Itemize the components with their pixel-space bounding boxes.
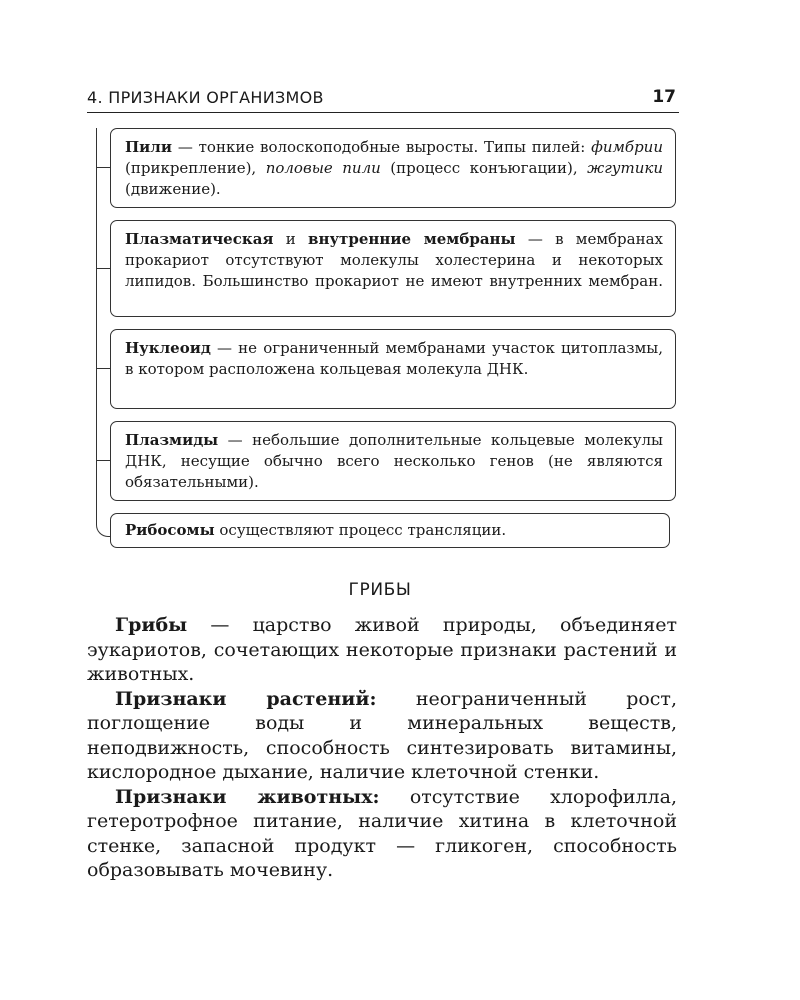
term-italic: половые пили — [265, 159, 381, 177]
section-title: ГРИБЫ — [348, 580, 412, 600]
term: Пили — [125, 138, 172, 156]
bracket-tick — [97, 460, 111, 461]
term: Плазматическая — [125, 230, 274, 248]
bracket-line — [96, 128, 111, 537]
term: Нуклеоид — [125, 339, 211, 357]
term: Признаки животных: — [115, 785, 380, 808]
term: Рибосомы — [125, 521, 215, 539]
term: Плазмиды — [125, 431, 219, 449]
definition-text: Пили — тонкие волоскоподобные выросты. Типы пилей: фимбрии (прикрепление), половые пили (процесс конъюгации), жгутики (движение). — [125, 138, 663, 198]
definition-box-ribosomes — [110, 513, 670, 548]
bracket-tick — [97, 368, 111, 369]
term: внутренние мембраны — [308, 230, 516, 248]
definition-text: Рибосомы осуществляют процесс трансляции. — [125, 521, 507, 539]
definition-box-membranes — [110, 220, 676, 317]
paragraph-fungi: Грибы — царство живой природы, объединяет эукариотов, сочетающих некоторые признаки растений и животных. — [87, 614, 677, 685]
term-italic: фимбрии — [591, 138, 663, 156]
definition-box-plasmids — [110, 421, 676, 501]
definition-text: Плазмиды — небольшие дополнительные кольцевые молекулы ДНК, несущие обычно всего несколько генов (не являются обязательными). — [125, 431, 663, 491]
bracket-tick — [97, 268, 111, 269]
page-number: 17 — [652, 87, 676, 107]
definition-text: Нуклеоид — не ограниченный мембранами участок цитоплазмы, в котором расположена кольцевая молекула ДНК. — [125, 339, 663, 378]
bracket-tick — [97, 167, 111, 168]
chapter-title: 4. ПРИЗНАКИ ОРГАНИЗМОВ — [87, 88, 324, 107]
definition-box-nucleoid — [110, 329, 676, 409]
page-header — [87, 86, 679, 113]
term: Признаки растений: — [115, 687, 377, 710]
main-text — [87, 613, 677, 883]
definition-text: Плазматическая и внутренние мембраны — в мембранах прокариот отсутствуют молекулы холестерина и некоторых липидов. Большинство прокариот не имеют внутренних мембран. — [125, 230, 663, 290]
paragraph-plant-traits: Признаки растений: неограниченный рост, поглощение воды и минеральных веществ, неподвижность, способность синтезировать витамины, кислородное дыхание, наличие клеточной стенки. — [87, 687, 677, 783]
definition-box-pili — [110, 128, 676, 208]
term: Грибы — [115, 614, 188, 636]
paragraph-animal-traits: Признаки животных: отсутствие хлорофилла, гетеротрофное питание, наличие хитина в клеточной стенке, запасной продукт — гликоген, способность образовывать мочевину. — [87, 785, 677, 881]
term-italic: жгутики — [587, 159, 663, 177]
